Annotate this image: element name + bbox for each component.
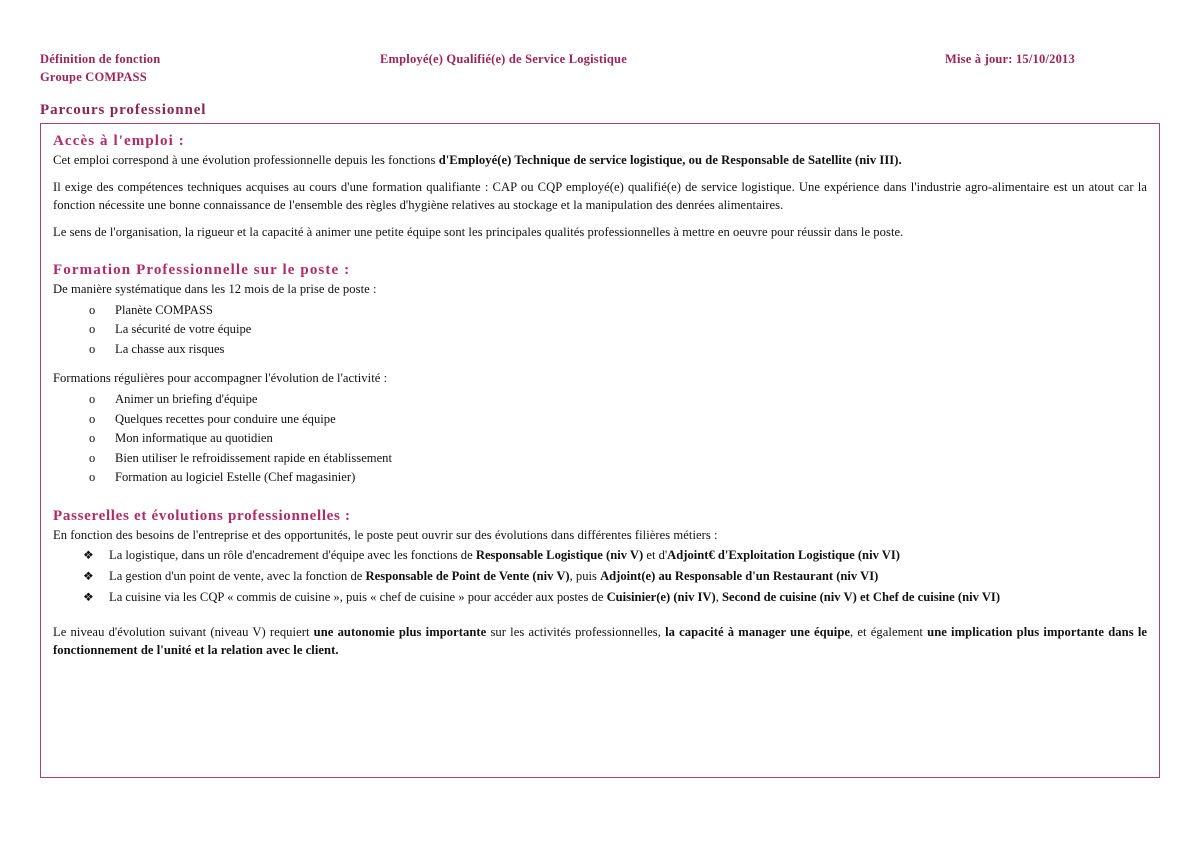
closing-mid-1: sur les activités professionnelles, — [486, 625, 666, 640]
header-job-title: Employé(e) Qualifié(e) de Service Logistique — [380, 52, 627, 66]
list-item — [53, 588, 1147, 607]
item-mid: et d' — [643, 548, 668, 563]
passerelles-list — [53, 546, 1147, 607]
header-left — [40, 50, 370, 86]
list-item: o La sécurité de votre équipe — [53, 320, 1147, 339]
paragraph-acces-2: Il exige des compétences techniques acquises au cours d'une formation qualifiante : CAP ou CQP employé(e) qualifié(e) de service logistique. Une expérience dans l'industrie agro-alimentaire est un atout car la fonction nécessite une bonne connaissance de l'ensemble des règles d'hygiène relatives au stockage et la manipulation des denrées alimentaires. — [53, 180, 1147, 212]
item-mid: , puis — [569, 569, 601, 584]
item-bold-2: Second de cuisine (niv V) et Chef de cuisine (niv VI) — [722, 590, 1001, 605]
closing-mid-2: , et également — [850, 625, 928, 640]
list-item — [53, 567, 1147, 586]
item-pre: La logistique, dans un rôle d'encadrement d'équipe avec les fonctions de — [109, 548, 476, 563]
item-bold-2: Adjoint(e) au Responsable d'un Restaurant (niv VI) — [600, 569, 879, 584]
heading-passerelles: Passerelles et évolutions professionnelles : — [53, 507, 351, 524]
item-bold-1: Responsable Logistique (niv V) — [475, 548, 644, 563]
passerelles-intro: En fonction des besoins de l'entreprise et des opportunités, le poste peut ouvrir sur des évolutions dans différentes filières métiers : — [53, 527, 718, 542]
spacer — [53, 613, 1147, 624]
formation-list-1 — [53, 301, 1147, 359]
item-bold-2: Adjoint€ d'Exploitation Logistique (niv VI) — [667, 548, 900, 563]
item-pre: La gestion d'un point de vente, avec la fonction de — [109, 569, 366, 584]
list-item: o Formation au logiciel Estelle (Chef magasinier) — [53, 468, 1147, 487]
header-doc-type: Définition de fonction — [40, 52, 161, 66]
item-mid: , — [715, 590, 722, 605]
spacer — [53, 493, 1147, 508]
list-item: o Planète COMPASS — [53, 301, 1147, 320]
item-bold-1: Cuisinier(e) (niv IV) — [606, 590, 716, 605]
closing-bold-1: une autonomie plus importante — [313, 625, 487, 640]
header-update-date: Mise à jour: 15/10/2013 — [945, 52, 1075, 66]
formation-intro-1: De manière systématique dans les 12 mois de la prise de poste : — [53, 281, 377, 296]
paragraph-acces-3: Le sens de l'organisation, la rigueur et la capacité à animer une petite équipe sont les principales qualités professionnelles à mettre en oeuvre pour réussir dans le poste. — [53, 224, 904, 239]
closing-pre: Le niveau d'évolution suivant (niveau V) requiert — [53, 625, 314, 640]
closing-bold-3: une implication plus importante dans le fonctionnement de l'unité et la relation avec le client. — [53, 625, 1148, 657]
list-item — [53, 546, 1147, 565]
heading-acces-emploi: Accès à l'emploi : — [53, 133, 185, 150]
item-bold-1: Responsable de Point de Vente (niv V) — [365, 569, 570, 584]
item-pre: La cuisine via les CQP « commis de cuisine », puis « chef de cuisine » pour accéder aux postes de — [109, 590, 607, 605]
page-title: Parcours professionnel — [40, 102, 207, 119]
list-item: o Animer un briefing d'équipe — [53, 390, 1147, 409]
heading-formation-professionnelle: Formation Professionnelle sur le poste : — [53, 261, 351, 278]
header-company: Groupe COMPASS — [40, 70, 147, 85]
formation-intro-2: Formations régulières pour accompagner l'évolution de l'activité : — [53, 371, 388, 386]
acces-p1-pre: Cet emploi correspond à une évolution professionnelle depuis les fonctions — [53, 153, 439, 168]
list-item: o Mon informatique au quotidien — [53, 429, 1147, 448]
passerelles-closing — [53, 624, 1147, 660]
spacer — [53, 251, 1147, 262]
document-header — [40, 50, 1160, 86]
content-box — [40, 123, 1160, 778]
acces-p1-bold: d'Employé(e) Technique de service logistique, ou de Responsable de Satellite (niv III). — [438, 153, 902, 168]
closing-bold-2: la capacité à manager une équipe — [665, 625, 851, 640]
formation-list-2 — [53, 390, 1147, 487]
list-item: o Bien utiliser le refroidissement rapide en établissement — [53, 449, 1147, 468]
paragraph-acces-1 — [53, 152, 1147, 170]
list-item: o Quelques recettes pour conduire une équipe — [53, 410, 1147, 429]
list-item: o La chasse aux risques — [53, 340, 1147, 359]
